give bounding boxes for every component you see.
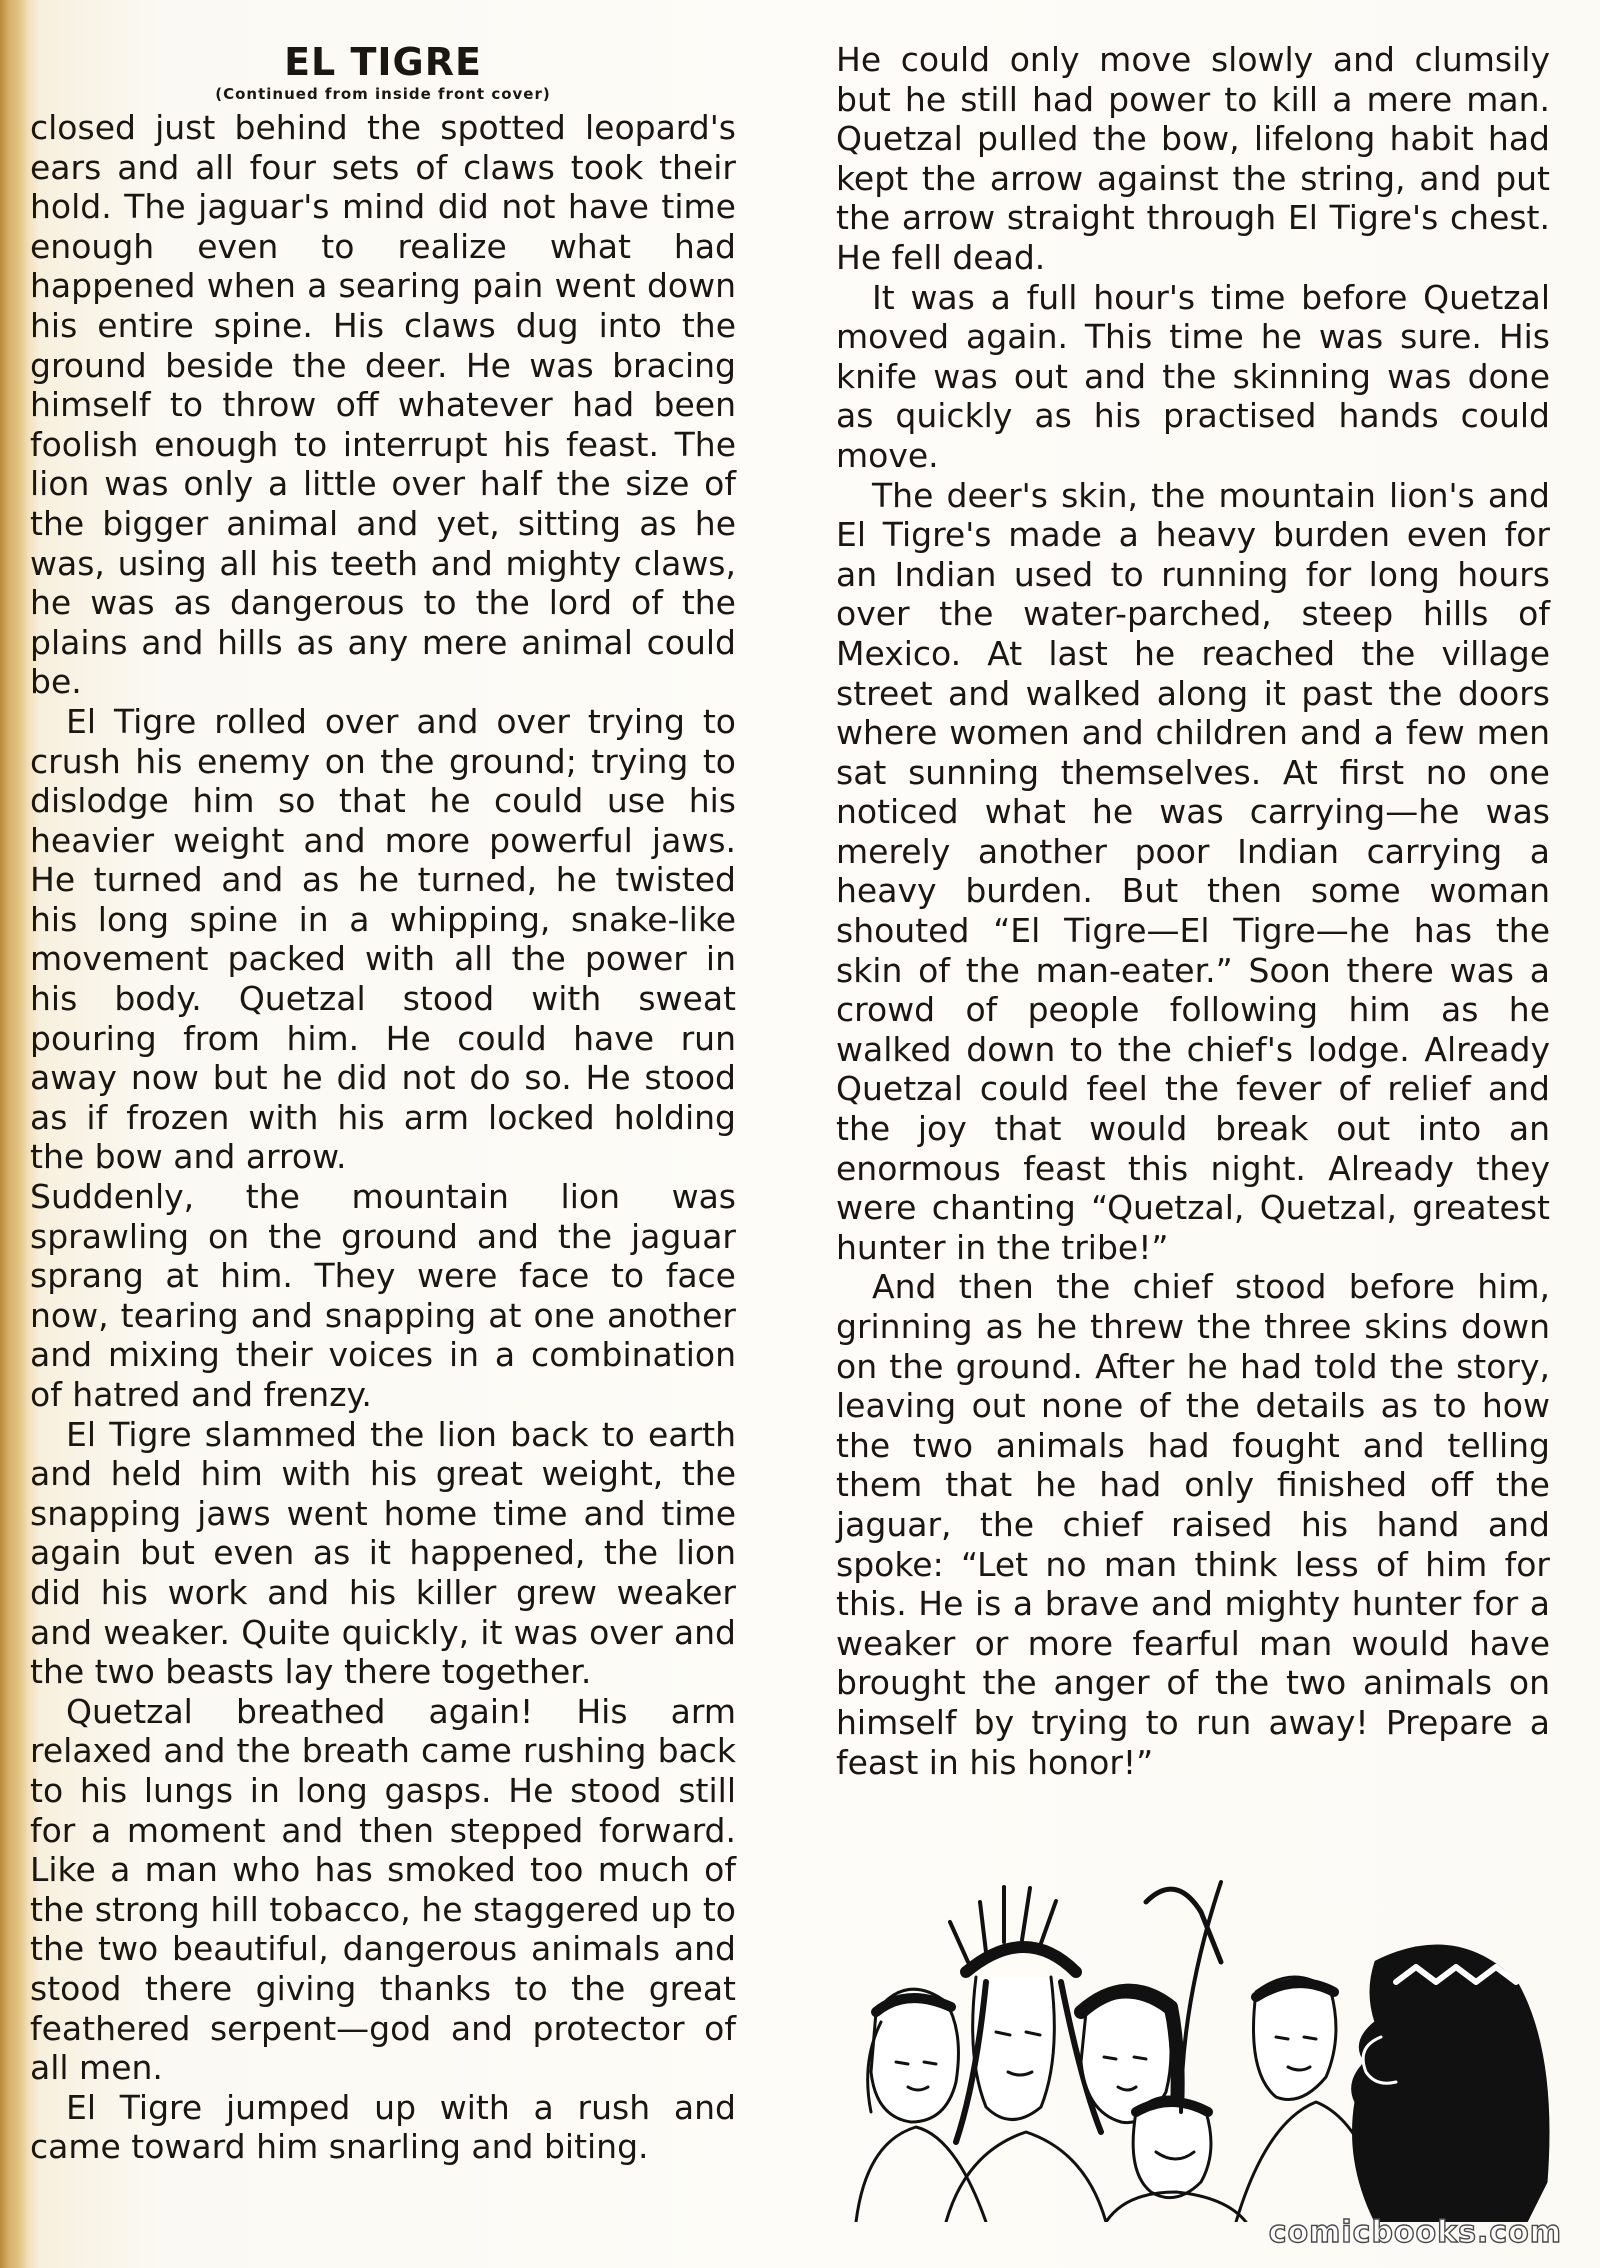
paragraph-left-1: closed just behind the spotted leopard's ears and all four sets of claws took their hold. The jaguar's mind did not have time enough even to realize what had happened when a searing pain went down his entire spine. His claws dug into the ground beside the deer. He was bracing himself to throw off whatever had been foolish enough to interrupt his feast. The lion was only a little over half the size of the bigger animal and yet, sitting as he was, using all his teeth and mighty claws, he was as dangerous to the lord of the plains and hills as any mere animal could be. — [30, 108, 736, 702]
paragraph-right-4: And then the chief stood before him, grinning as he threw the three skins down on the ground. After he had told the story, leaving out none of the details as to how the two animals had fought and telling them that he had only finished off the jaguar, the chief raised his hand and spoke: “Let no man think less of him for this. He is a brave and mighty hunter for a weaker or more fearful man would have brought the anger of the two animals on himself by trying to run away! Prepare a feast in his honor!” — [836, 1267, 1550, 1782]
paragraph-left-2: El Tigre rolled over and over trying to crush his enemy on the ground; trying to dislodge him so that he could use his heavier weight and more powerful jaws. He turned and as he turned, he twisted his long spine in a whipping, snake-like movement packed with all the power in his body. Quetzal stood with sweat pouring from him. He could have run away now but he did not do so. He stood as if frozen with his arm locked holding the bow and arrow. — [30, 701, 736, 1177]
figure-foreground-profile — [1353, 1946, 1548, 2222]
left-column — [30, 40, 736, 2167]
paragraph-left-4: El Tigre slammed the lion back to earth and held him with his great weight, the snapping jaws went home time and time again but even as it happened, the lion did his work and his killer grew weaker and weaker. Quite quickly, it was over and the two beasts lay there together. — [30, 1414, 736, 1692]
paragraph-left-6: El Tigre jumped up with a rush and came toward him snarling and biting. — [30, 2087, 736, 2167]
right-column — [836, 40, 1550, 1782]
paragraph-right-1: He could only move slowly and clumsily but he still had power to kill a mere man. Quetzal pulled the bow, lifelong habit had kept the arrow against the string, and put the arrow straight through El Tigre's chest. He fell dead. — [836, 40, 1550, 277]
site-watermark: comicbooks.com — [1268, 2215, 1562, 2250]
story-title: EL TIGRE — [284, 40, 482, 84]
paragraph-right-2: It was a full hour's time before Quetzal moved again. This time he was sure. His knife was out and the skinning was done as quickly as his practised hands could move. — [836, 277, 1550, 475]
paragraph-left-3: Suddenly, the mountain lion was sprawling on the ground and the jaguar sprang at him. They were face to face now, tearing and snapping at one another and mixing their voices in a combination of hatred and frenzy. — [30, 1177, 736, 1414]
aged-page-edge — [0, 0, 28, 2268]
paragraph-left-5: Quetzal breathed again! His arm relaxed and the breath came rushing back to his lungs in long gasps. He stood still for a moment and then stepped forward. Like a man who has smoked too much of the strong hill tobacco, he staggered up to the two beautiful, dangerous animals and stood there giving thanks to the great feathered serpent—god and protector of all men. — [30, 1691, 736, 2088]
tribe-crowd-illustration — [836, 1862, 1556, 2222]
paragraph-right-3: The deer's skin, the mountain lion's and El Tigre's made a heavy burden even for an Indian used to running for long hours over the water-parched, steep hills of Mexico. At last he reached the village street and walked along it past the doors where women and children and a few men sat sunning themselves. At first no one noticed what he was carrying—he was merely another poor Indian carrying a heavy burden. But then some woman shouted “El Tigre—El Tigre—he has the skin of the man-eater.” Soon there was a crowd of people following him as he walked down to the chief's lodge. Already Quetzal could feel the fever of relief and the joy that would break out into an enormous feast this night. Already they were chanting “Quetzal, Quetzal, greatest hunter in the tribe!” — [836, 475, 1550, 1267]
story-continued-note: (Continued from inside front cover) — [215, 85, 551, 103]
